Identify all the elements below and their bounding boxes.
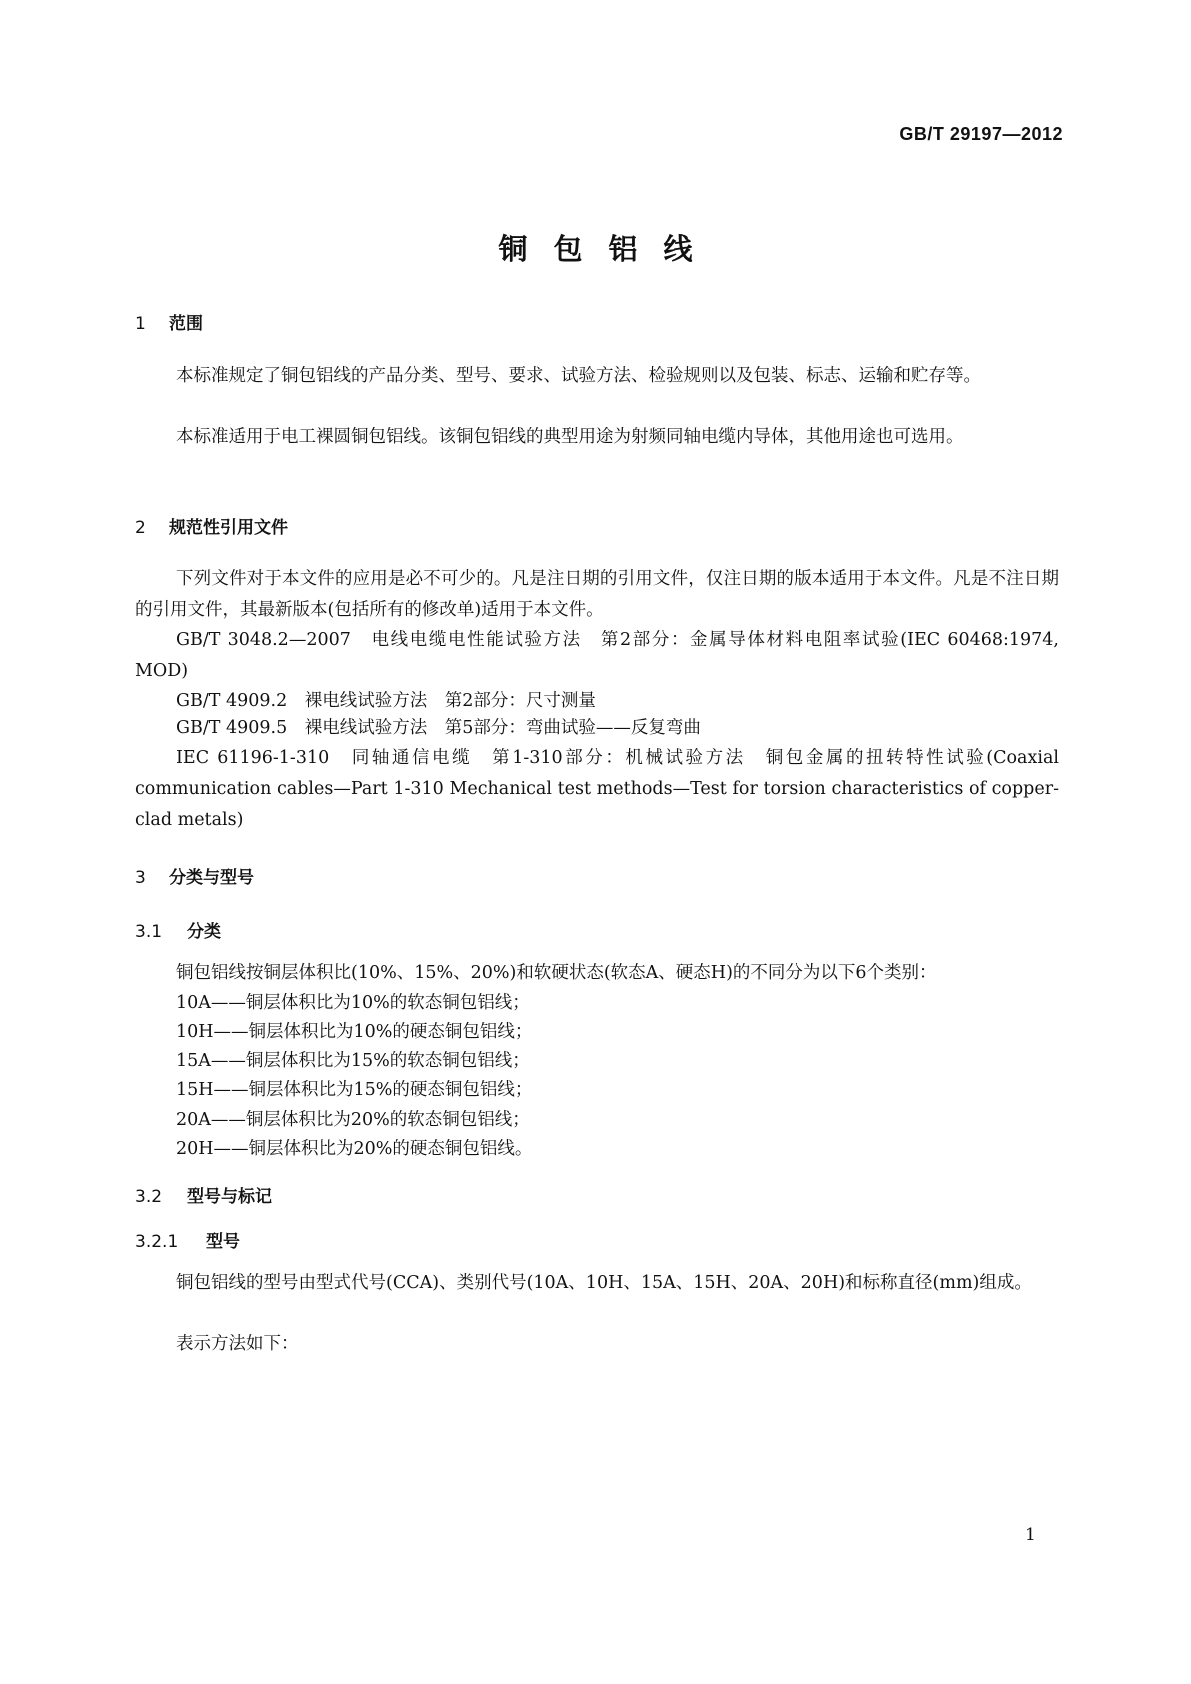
standard-number: GB/T 29197—2012 — [899, 124, 1063, 144]
section-2-number: 2 — [135, 518, 146, 538]
classification-item: 10A——铜层体积比为10%的软态铜包铝线； — [176, 993, 530, 1013]
section-3-2-1-title: 型号 — [206, 1232, 240, 1252]
classification-item: 20H——铜层体积比为20%的硬态铜包铝线。 — [176, 1139, 533, 1159]
model-paragraph: 铜包铝线的型号由型式代号(CCA)、类别代号(10A、10H、15A、15H、20A、20H)和标称直径(mm)组成。 — [176, 1273, 1032, 1293]
section-1-number: 1 — [135, 314, 146, 334]
section-2-heading — [135, 513, 288, 538]
section-3-2-number: 3.2 — [135, 1187, 163, 1207]
section-3-heading — [135, 863, 254, 888]
classification-item: 20A——铜层体积比为20%的软态铜包铝线； — [176, 1110, 530, 1130]
section-1-title: 范围 — [169, 314, 203, 334]
section-3-title: 分类与型号 — [169, 868, 254, 888]
section-3-number: 3 — [135, 868, 146, 888]
reference-item: GB/T 4909.2 裸电线试验方法 第2部分：尺寸测量 — [176, 691, 596, 711]
references-intro: 下列文件对于本文件的应用是必不可少的。凡是注日期的引用文件，仅注日期的版本适用于本文件。凡是不注日期的引用文件，其最新版本(包括所有的修改单)适用于本文件。 — [135, 569, 1059, 620]
section-3-2-1-heading — [135, 1227, 240, 1252]
section-3-2-title: 型号与标记 — [187, 1187, 272, 1207]
section-2-title: 规范性引用文件 — [169, 518, 288, 538]
section-3-1-number: 3.1 — [135, 922, 163, 942]
model-note: 表示方法如下： — [176, 1334, 299, 1354]
reference-item: GB/T 4909.5 裸电线试验方法 第5部分：弯曲试验——反复弯曲 — [176, 718, 701, 738]
section-3-1-title: 分类 — [187, 922, 221, 942]
document-title: 铜包铝线 — [498, 232, 719, 266]
page-number: 1 — [1025, 1525, 1036, 1545]
scope-paragraph-2: 本标准适用于电工裸圆铜包铝线。该铜包铝线的典型用途为射频同轴电缆内导体，其他用途也可选用。 — [176, 427, 964, 447]
classification-item: 15H——铜层体积比为15%的硬态铜包铝线； — [176, 1080, 533, 1100]
section-3-2-1-number: 3.2.1 — [135, 1232, 179, 1252]
scope-paragraph-1: 本标准规定了铜包铝线的产品分类、型号、要求、试验方法、检验规则以及包装、标志、运输和贮存等。 — [176, 366, 981, 386]
classification-intro: 铜包铝线按铜层体积比(10%、15%、20%)和软硬状态(软态A、硬态H)的不同分为以下6个类别： — [176, 963, 937, 983]
reference-item: IEC 61196-1-310 同轴通信电缆 第1-310部分：机械试验方法 铜包金属的扭转特性试验(Coaxial communication cables—Part 1-310 Mechanical test methods—Test for torsion characteristics of copper-clad metals) — [135, 748, 1059, 830]
classification-item: 10H——铜层体积比为10%的硬态铜包铝线； — [176, 1022, 533, 1042]
section-1-heading — [135, 309, 203, 334]
section-3-2-heading — [135, 1182, 272, 1207]
reference-item: GB/T 3048.2—2007 电线电缆电性能试验方法 第2部分：金属导体材料电阻率试验(IEC 60468:1974, MOD) — [135, 630, 1059, 681]
classification-item: 15A——铜层体积比为15%的软态铜包铝线； — [176, 1051, 530, 1071]
section-3-1-heading — [135, 917, 221, 942]
